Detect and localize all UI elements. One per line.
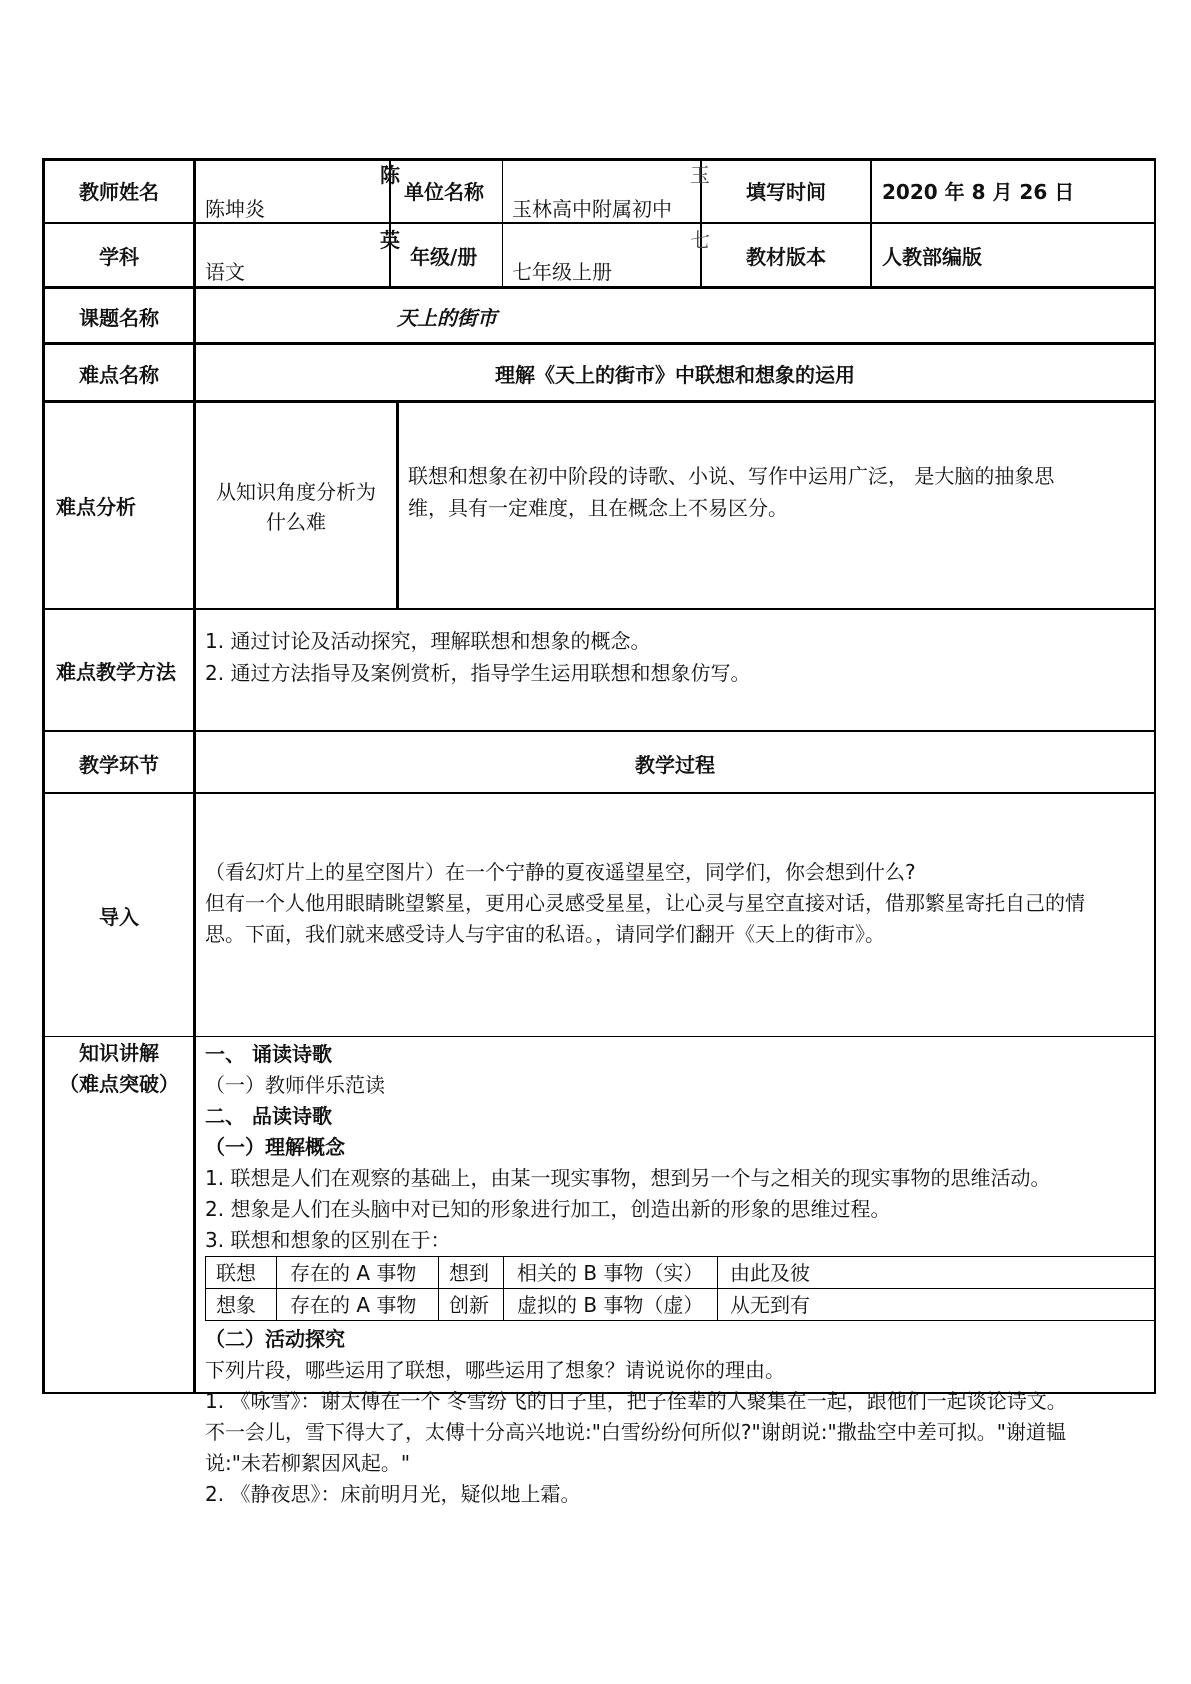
compare-cell: 想象 xyxy=(216,1293,256,1317)
teacher-name-mark: 陈 xyxy=(380,163,400,187)
grade-mark: 七 xyxy=(690,228,710,252)
example-1-line-1: 1. 《咏雪》：谢太傅在一个 冬雪纷飞的日子里，把子侄辈的人聚集在一起，跟他们一起谈论诗文。 xyxy=(205,1389,1067,1413)
compare-line xyxy=(205,1320,1154,1321)
compare-line xyxy=(438,1256,439,1321)
edition-value: 人教部编版 xyxy=(882,245,982,269)
compare-cell: 想到 xyxy=(449,1261,489,1285)
compare-cell: 由此及彼 xyxy=(730,1261,810,1285)
activity-question: 下列片段，哪些运用了联想，哪些运用了想象？请说说你的理由。 xyxy=(205,1358,785,1382)
subject-label: 学科 xyxy=(99,245,139,269)
method-label: 难点教学方法 xyxy=(56,660,176,684)
row-divider xyxy=(42,342,1156,345)
intro-line-2: 但有一个人他用眼睛眺望繁星，更用心灵感受星星，让心灵与星空直接对话，借那繁星寄托自己的情 xyxy=(205,891,1085,915)
example-1-line-2: 不一会儿，雪下得大了，太傅十分高兴地说:"白雪纷纷何所似?"谢朗说:"撒盐空中差可拟。"谢道韫 xyxy=(205,1420,1066,1444)
grade-value: 七年级上册 xyxy=(512,260,612,284)
cell-divider xyxy=(870,158,872,288)
table-border-top xyxy=(42,158,1156,161)
compare-line xyxy=(205,1288,1154,1289)
intro-label: 导入 xyxy=(99,905,139,929)
compare-cell: 虚拟的 B 事物（虚） xyxy=(517,1293,704,1317)
analysis-label: 难点分析 xyxy=(56,495,136,519)
row-divider xyxy=(42,730,1156,732)
example-1-line-3: 说:"未若柳絮因风起。" xyxy=(205,1451,411,1475)
compare-cell: 存在的 A 事物 xyxy=(290,1293,417,1317)
knowledge-label-1: 知识讲解 xyxy=(79,1041,159,1065)
teacher-name-value: 陈坤炎 xyxy=(205,197,265,221)
topic-value: 天上的街市 xyxy=(397,306,497,330)
compare-line xyxy=(205,1256,1154,1257)
row-divider xyxy=(42,1036,1156,1037)
compare-cell: 存在的 A 事物 xyxy=(290,1261,417,1285)
section-1-1: （一）教师伴乐范读 xyxy=(205,1073,385,1097)
concept-1: 1. 联想是人们在观察的基础上，由某一现实事物，想到另一个与之相关的现实事物的思维活动。 xyxy=(205,1166,1051,1190)
section-1-title: 一、 诵读诗歌 xyxy=(205,1042,332,1066)
analysis-sub-line1: 从知识角度分析为 xyxy=(216,480,376,504)
compare-cell: 创新 xyxy=(449,1293,489,1317)
intro-line-3: 思。下面，我们就来感受诗人与宇宙的私语。，请同学们翻开《天上的街市》。 xyxy=(205,922,885,946)
difficulty-value: 理解《天上的街市》中联想和想象的运用 xyxy=(495,363,855,387)
method-item-1: 1. 通过讨论及活动探究，理解联想和想象的概念。 xyxy=(205,629,651,653)
compare-line xyxy=(276,1256,277,1321)
subject-mark: 英 xyxy=(380,228,400,252)
difficulty-label: 难点名称 xyxy=(79,363,159,387)
concept-2: 2. 想象是人们在头脑中对已知的形象进行加工，创造出新的形象的思维过程。 xyxy=(205,1197,891,1221)
concept-3: 3. 联想和想象的区别在于： xyxy=(205,1228,451,1252)
unit-name-value: 玉林高中附属初中 xyxy=(512,197,672,221)
compare-line xyxy=(503,1256,504,1321)
example-2: 2. 《静夜思》：床前明月光，疑似地上霜。 xyxy=(205,1482,581,1506)
compare-cell: 联想 xyxy=(216,1261,256,1285)
section-2-2: （二）活动探究 xyxy=(205,1327,345,1351)
cell-divider xyxy=(396,400,399,610)
row-divider xyxy=(42,222,1156,224)
unit-name-label: 单位名称 xyxy=(404,180,484,204)
teacher-name-label: 教师姓名 xyxy=(79,180,159,204)
unit-name-mark: 玉 xyxy=(690,163,710,187)
knowledge-label-2: （难点突破） xyxy=(59,1072,179,1096)
process-stage-label: 教学环节 xyxy=(79,753,159,777)
section-2-title: 二、 品读诗歌 xyxy=(205,1104,332,1128)
analysis-text-line1: 联想和想象在初中阶段的诗歌、小说、写作中运用广泛， 是大脑的抽象思 xyxy=(408,464,1055,488)
fill-date-label: 填写时间 xyxy=(746,180,826,204)
cell-divider xyxy=(502,158,503,288)
intro-line-1: （看幻灯片上的星空图片）在一个宁静的夏夜遥望星空，同学们，你会想到什么? xyxy=(205,860,916,884)
compare-cell: 从无到有 xyxy=(730,1293,810,1317)
fill-date-value: 2020 年 8 月 26 日 xyxy=(882,180,1075,204)
topic-label: 课题名称 xyxy=(79,306,159,330)
row-divider xyxy=(42,608,1156,610)
analysis-text-line2: 维，具有一定难度，且在概念上不易区分。 xyxy=(408,496,788,520)
row-divider xyxy=(42,400,1156,403)
compare-line xyxy=(205,1256,206,1321)
analysis-sub-line2: 什么难 xyxy=(266,510,326,534)
row-divider xyxy=(42,792,1156,794)
compare-line xyxy=(717,1256,718,1321)
edition-label: 教材版本 xyxy=(746,245,826,269)
section-2-1: （一）理解概念 xyxy=(205,1135,345,1159)
grade-label: 年级/册 xyxy=(410,245,478,269)
method-item-2: 2. 通过方法指导及案例赏析，指导学生运用联想和想象仿写。 xyxy=(205,661,751,685)
row-divider xyxy=(42,286,1156,289)
subject-value: 语文 xyxy=(205,260,245,284)
compare-cell: 相关的 B 事物（实） xyxy=(517,1261,704,1285)
process-title: 教学过程 xyxy=(635,753,715,777)
